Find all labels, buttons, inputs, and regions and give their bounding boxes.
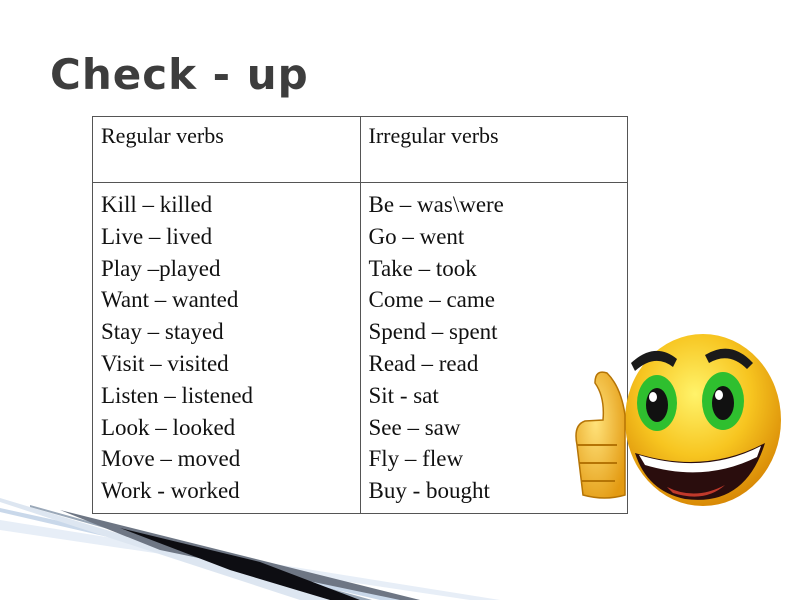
regular-verb: Want – wanted bbox=[101, 287, 239, 313]
regular-verbs-cell bbox=[93, 183, 361, 514]
irregular-verb: Fly – flew bbox=[368, 446, 464, 472]
irregular-verb: Read – read bbox=[368, 350, 479, 376]
regular-verb: Move – moved bbox=[101, 446, 241, 472]
regular-verb: Visit – visited bbox=[101, 350, 229, 376]
header-regular-verbs: Regular verbs bbox=[93, 117, 361, 183]
irregular-verb: Go – went bbox=[368, 223, 465, 249]
regular-verb: Live – lived bbox=[101, 223, 213, 249]
regular-verb: Play –played bbox=[101, 255, 221, 281]
irregular-verb: Sit - sat bbox=[368, 382, 439, 408]
page-title: Check - up bbox=[50, 50, 309, 99]
irregular-verb: Spend – spent bbox=[368, 319, 498, 345]
regular-verb: Kill – killed bbox=[101, 192, 213, 217]
table-row bbox=[93, 183, 628, 514]
header-irregular-verbs: Irregular verbs bbox=[360, 117, 628, 183]
irregular-verb: Be – was\were bbox=[368, 192, 504, 217]
regular-verb: Stay – stayed bbox=[101, 319, 224, 345]
irregular-verb: Buy - bought bbox=[368, 478, 490, 504]
irregular-verb: See – saw bbox=[368, 414, 461, 440]
thumbs-up-smiley-icon bbox=[555, 325, 795, 525]
decorative-stripes bbox=[0, 490, 500, 600]
verbs-table bbox=[92, 116, 628, 514]
regular-verb: Work - worked bbox=[101, 478, 240, 504]
table-header-row bbox=[93, 117, 628, 183]
irregular-verb: Come – came bbox=[368, 287, 495, 313]
irregular-verb: Take – took bbox=[368, 255, 477, 281]
regular-verb: Look – looked bbox=[101, 414, 236, 440]
regular-verb: Listen – listened bbox=[101, 382, 254, 408]
